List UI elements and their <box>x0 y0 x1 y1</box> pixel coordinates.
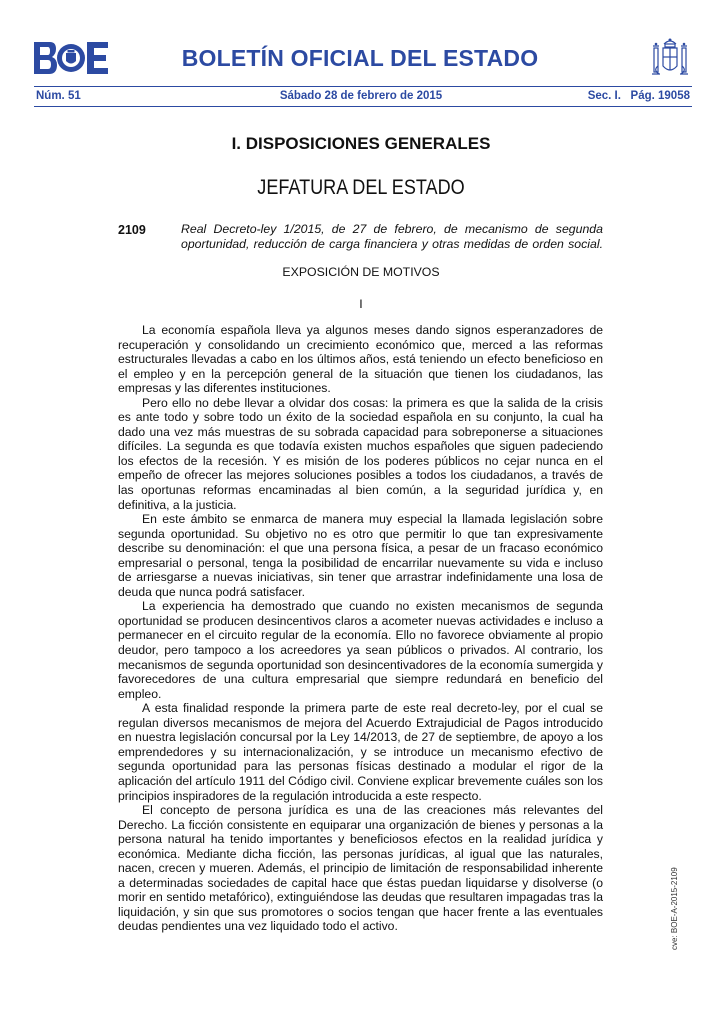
boe-logo <box>34 42 108 74</box>
section-page: Sec. I. Pág. 19058 <box>587 90 690 102</box>
section-title: I. DISPOSICIONES GENERALES <box>231 134 491 153</box>
paragraph: Pero ello no debe llevar a olvidar dos cosas: la primera es que la salida de la crisis es ante todo y sobre todo un éxito de la sociedad española en su conjunto, la cual ha dado una vez más muestras de su sobrada capacidad para sobreponerse a situaciones difíciles. La segunda es que todavía existen muchos españoles que siguen padeciendo los efectos de la recesión. Y es misión de los poderes públicos no cejar nunca en el empeño de ofrecer las mejores soluciones posibles a todos los ciudadanos, a través de las oportunas reformas encaminadas al bien común, a la seguridad jurídica y, en definitiva, a la justicia. <box>118 395 603 512</box>
issue-date: Sábado 28 de febrero de 2015 <box>279 90 443 102</box>
issue-number: Núm. 51 <box>36 90 81 102</box>
chapter-numeral: I <box>359 297 363 311</box>
organism-title: JEFATURA DEL ESTADO <box>257 176 465 199</box>
paragraph: La experiencia ha demostrado que cuando no existen mecanismos de segunda oportunidad se producen desincentivos claros a acometer nuevas actividades e incluso a permanecer en el circuito regular de la economía. Ello no favorece obviamente al propio deudor, pero tampoco a los acreedores ya sean públicos o privados. Al contrario, los mecanismos de segunda oportunidad son desincentivadores de la economía sumergida y favorecedores de una cultura empresarial que siempre redundará en beneficio del empleo. <box>118 599 603 701</box>
paragraph: El concepto de persona jurídica es una de las creaciones más relevantes del Derecho. La ficción consistente en equiparar una organización de bienes y personas a la persona natural ha tenido importantes y beneficiosos efectos en la realidad jurídica y económica. Mediante dicha ficción, las personas jurídicas, al igual que las naturales, nacen, crecen y mueren. Además, el principio de limitación de responsabilidad inherente a determinadas sociedades de capital hace que éstas puedan liquidarse y disolverse (o morir en sentido metafórico), extinguiéndose las deudas que resultaren impagadas tras la liquidación, y sin que sus promotores o socios tengan que hacer frente a las eventuales deudas pendientes una vez liquidado todo el activo. <box>118 803 603 934</box>
coat-of-arms-icon <box>651 36 689 82</box>
paragraph: A esta finalidad responde la primera parte de este real decreto-ley, por el cual se regulan diversos mecanismos de mejora del Acuerdo Extrajudicial de Pagos introducido en nuestra legislación concursal por la Ley 14/2013, de 27 de septiembre, de apoyo a los emprendedores y su internacionalización, y se introduce un mecanismo efectivo de segunda oportunidad para las personas físicas destinado a modular el rigor de la aplicación del artículo 1911 del Código civil. Conviene explicar brevemente cuáles son los principios inspiradores de la regulación introducida a este respecto. <box>118 701 603 803</box>
paragraph: La economía española lleva ya algunos meses dando signos esperanzadores de recuperación y consolidando un crecimiento económico que, merced a las reformas estructurales llevadas a cabo en los últimos años, está teniendo un efecto beneficioso en el empleo y en la percepción general de la situación que tienen los ciudadanos, las empresas y las diferentes instituciones. <box>118 323 603 396</box>
paragraph: En este ámbito se enmarca de manera muy especial la llamada legislación sobre segunda oportunidad. Su objetivo no es otro que permitir lo que tan expresivamente describe su denominación: el que una persona física, a pesar de un fracaso económico empresarial o personal, tenga la posibilidad de encarrilar nuevamente su vida e incluso de arriesgarse a nuevas iniciativas, sin tener que arrastrar indefinidamente una losa de deuda que nunca podrá satisfacer. <box>118 512 603 599</box>
header-rule-top <box>34 86 692 87</box>
disposition-title: Real Decreto-ley 1/2015, de 27 de febrero, de mecanismo de segunda oportunidad, reducción de carga financiera y otras medidas de orden social. <box>181 222 603 251</box>
cve-identifier: cve: BOE-A-2015-2109 <box>670 867 679 950</box>
header-rule-bottom <box>34 106 692 107</box>
body-text <box>118 323 603 934</box>
preamble-heading: EXPOSICIÓN DE MOTIVOS <box>282 265 440 279</box>
bulletin-title: BOLETÍN OFICIAL DEL ESTADO <box>181 45 539 71</box>
disposition-number: 2109 <box>118 223 146 237</box>
